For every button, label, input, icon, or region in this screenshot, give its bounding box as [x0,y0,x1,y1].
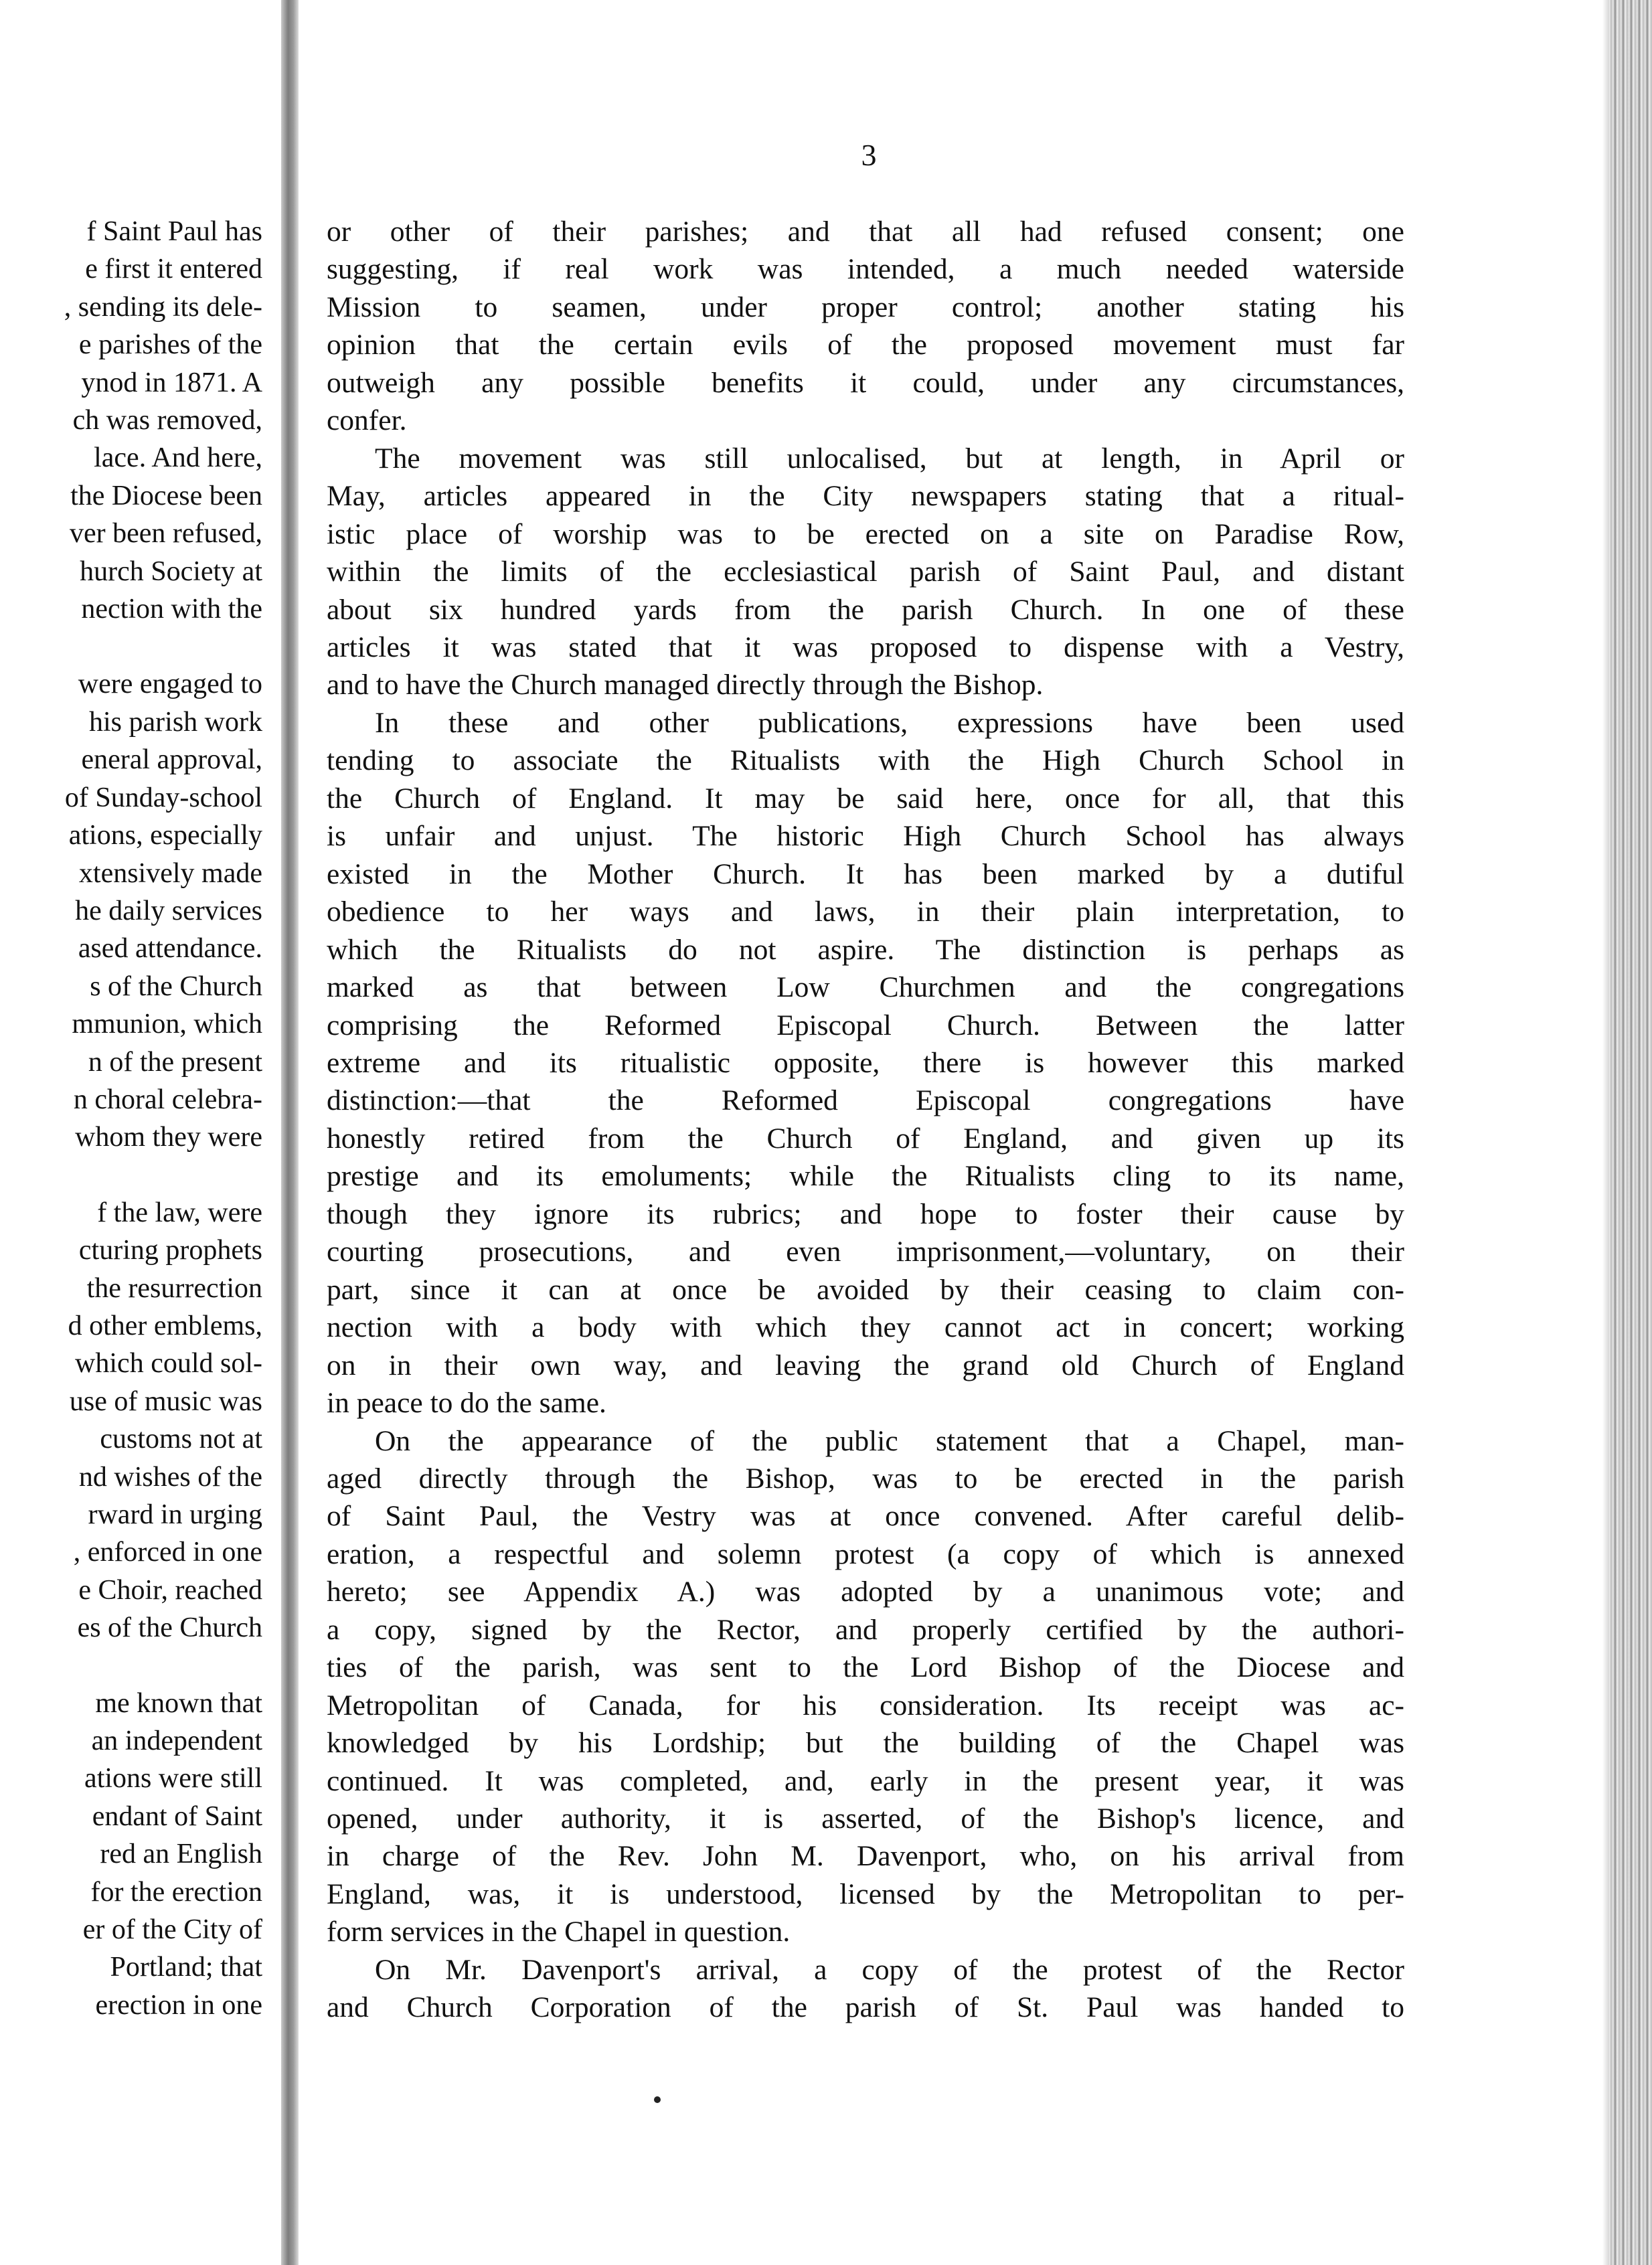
page-edge [1609,0,1652,2265]
text-line: within the limits of the ecclesiastical parish of Saint Paul, and distant [327,556,1404,588]
facing-page-line: s of the Church [90,971,262,1002]
facing-page-line: for the erection [90,1876,262,1908]
text-line: istic place of worship was to be erected on a site on Paradise Row, [327,517,1404,550]
text-line: articles it was stated that it was proposed to dispense with a Vestry, [327,631,1404,663]
text-line: nection with a body with which they cannot act in concert; working [327,1311,1404,1344]
facing-page-line: ver been refused, [69,518,262,550]
facing-page-line: xtensively made [78,857,262,889]
text-line: aged directly through the Bishop, was to be erected in the parish [327,1462,1404,1495]
text-line: in charge of the Rev. John M. Davenport, who, on his arrival from [327,1840,1404,1873]
facing-page-line: cturing prophets [78,1235,262,1266]
text-line: prestige and its emoluments; while the Ritualists cling to its name, [327,1160,1404,1193]
facing-page-line: use of music was [69,1386,262,1417]
text-line: and to have the Church managed directly through the Bishop. [327,669,1044,701]
facing-page-line: nection with the [81,594,262,625]
text-line: the Church of England. It may be said here, once for all, that this [327,782,1404,815]
facing-page-line: the resurrection [86,1272,262,1304]
text-line: in peace to do the same. [327,1387,606,1420]
facing-page-line: which could sol- [75,1348,262,1379]
text-line: though they ignore its rubrics; and hope to foster their cause by [327,1197,1404,1230]
facing-page-line: customs not at [100,1424,262,1455]
text-line: part, since it can at once be avoided by their ceasing to claim con- [327,1273,1404,1306]
facing-page-line: ch was removed, [72,405,262,436]
text-line: continued. It was completed, and, early in the present year, it was [327,1764,1404,1797]
facing-page-line: ations, especially [68,820,262,851]
facing-page-line: f the law, were [97,1197,262,1228]
text-line: opened, under authority, it is asserted, of the Bishop's licence, and [327,1802,1404,1835]
body-text [327,213,1404,2027]
facing-page-line: n choral celebra- [73,1084,262,1115]
facing-page-line: ynod in 1871. A [81,367,262,398]
book-gutter [281,0,299,2265]
text-line: Metropolitan of Canada, for his consideration. Its receipt was ac- [327,1689,1404,1722]
facing-page-line: an independent [91,1726,262,1757]
text-line: and Church Corporation of the parish of St. Paul was handed to [327,1991,1404,2024]
facing-page-line: e Choir, reached [78,1574,262,1606]
facing-page-fragment [0,0,268,2265]
text-line: is unfair and unjust. The historic High Church School has always [327,820,1404,853]
text-line: about six hundred yards from the parish Church. In one of these [327,593,1404,626]
facing-page-line: eneral approval, [81,744,262,776]
text-line: hereto; see Appendix A.) was adopted by a unanimous vote; and [327,1576,1404,1608]
text-line: form services in the Chapel in question. [327,1916,791,1948]
text-line: courting prosecutions, and even imprisonment,—voluntary, on their [327,1236,1404,1268]
text-line: The movement was still unlocalised, but at length, in April or [375,442,1404,475]
text-line: Mission to seamen, under proper control; another stating his [327,290,1404,323]
facing-page-line: nd wishes of the [78,1461,262,1493]
facing-page-line: rward in urging [88,1499,262,1530]
text-line: In these and other publications, expressions have been used [375,706,1404,739]
facing-page-line: hurch Society at [80,556,262,587]
facing-page-line: , enforced in one [73,1537,262,1568]
text-line: ties of the parish, was sent to the Lord Bishop of the Diocese and [327,1651,1404,1684]
paragraph-gap [0,1647,262,1685]
text-line: or other of their parishes; and that all had refused consent; one [327,216,1404,248]
text-line: On Mr. Davenport's arrival, a copy of the protest of the Rector [375,1953,1404,1986]
text-line: May, articles appeared in the City newspapers stating that a ritual- [327,480,1404,513]
text-line: extreme and its ritualistic opposite, there is however this marked [327,1046,1404,1079]
facing-page-line: ations were still [84,1763,262,1794]
text-line: comprising the Reformed Episcopal Church. Between the latter [327,1009,1404,1041]
facing-page-line: his parish work [89,706,262,738]
text-line: opinion that the certain evils of the proposed movement must far [327,329,1404,361]
text-line: England, was, it is understood, licensed by the Metropolitan to per- [327,1877,1404,1910]
text-line: existed in the Mother Church. It has been marked by a dutiful [327,857,1404,890]
facing-page-line: of Sunday-school [64,782,262,813]
facing-page-line: e parishes of the [78,329,262,361]
facing-page-line: er of the City of [82,1914,262,1946]
text-line: knowledged by his Lordship; but the building of the Chapel was [327,1727,1404,1760]
facing-page-line: n of the present [88,1046,262,1078]
facing-page-line: es of the Church [77,1612,262,1644]
facing-page-line: he daily services [75,895,262,926]
text-line: on in their own way, and leaving the grand old Church of England [327,1349,1404,1381]
facing-page-line: d other emblems, [68,1310,262,1341]
paragraph-gap [0,1157,262,1194]
facing-page-text [0,213,262,2024]
text-line: distinction:—that the Reformed Episcopal congregations have [327,1084,1404,1117]
facing-page-line: endant of Saint [92,1800,262,1832]
facing-page-line: e first it entered [85,254,262,285]
text-line: honestly retired from the Church of England, and given up its [327,1122,1404,1155]
footer-dot [654,2096,661,2103]
facing-page-line: f Saint Paul has [86,216,262,247]
facing-page-line: erection in one [95,1989,262,2021]
text-line: of Saint Paul, the Vestry was at once convened. After careful delib- [327,1500,1404,1533]
facing-page-line: , sending its dele- [64,291,262,323]
facing-page-line: red an English [100,1839,262,1870]
text-line: On the appearance of the public statement that a Chapel, man- [375,1424,1404,1457]
facing-page-line: ased attendance. [78,933,262,964]
text-line: outweigh any possible benefits it could, under any circumstances, [327,366,1404,399]
text-line: marked as that between Low Churchmen and the congregations [327,971,1404,1004]
facing-page-line: whom they were [75,1122,262,1153]
facing-page-line: the Diocese been [70,480,262,511]
text-line: eration, a respectful and solemn protest (a copy of which is annexed [327,1537,1404,1570]
facing-page-line: were engaged to [78,669,262,700]
page-number: 3 [861,138,877,172]
text-line: obedience to her ways and laws, in their plain interpretation, to [327,896,1404,928]
text-line: confer. [327,404,407,437]
text-line: a copy, signed by the Rector, and properly certified by the authori- [327,1613,1404,1646]
text-line: suggesting, if real work was intended, a much needed waterside [327,253,1404,286]
paragraph-gap [0,628,262,665]
facing-page-line: lace. And here, [94,442,262,474]
facing-page-line: me known that [95,1687,262,1719]
facing-page-line: mmunion, which [72,1009,262,1040]
facing-page-line: Portland; that [110,1952,262,1983]
text-line: tending to associate the Ritualists with the High Church School in [327,744,1404,777]
text-line: which the Ritualists do not aspire. The distinction is perhaps as [327,933,1404,966]
